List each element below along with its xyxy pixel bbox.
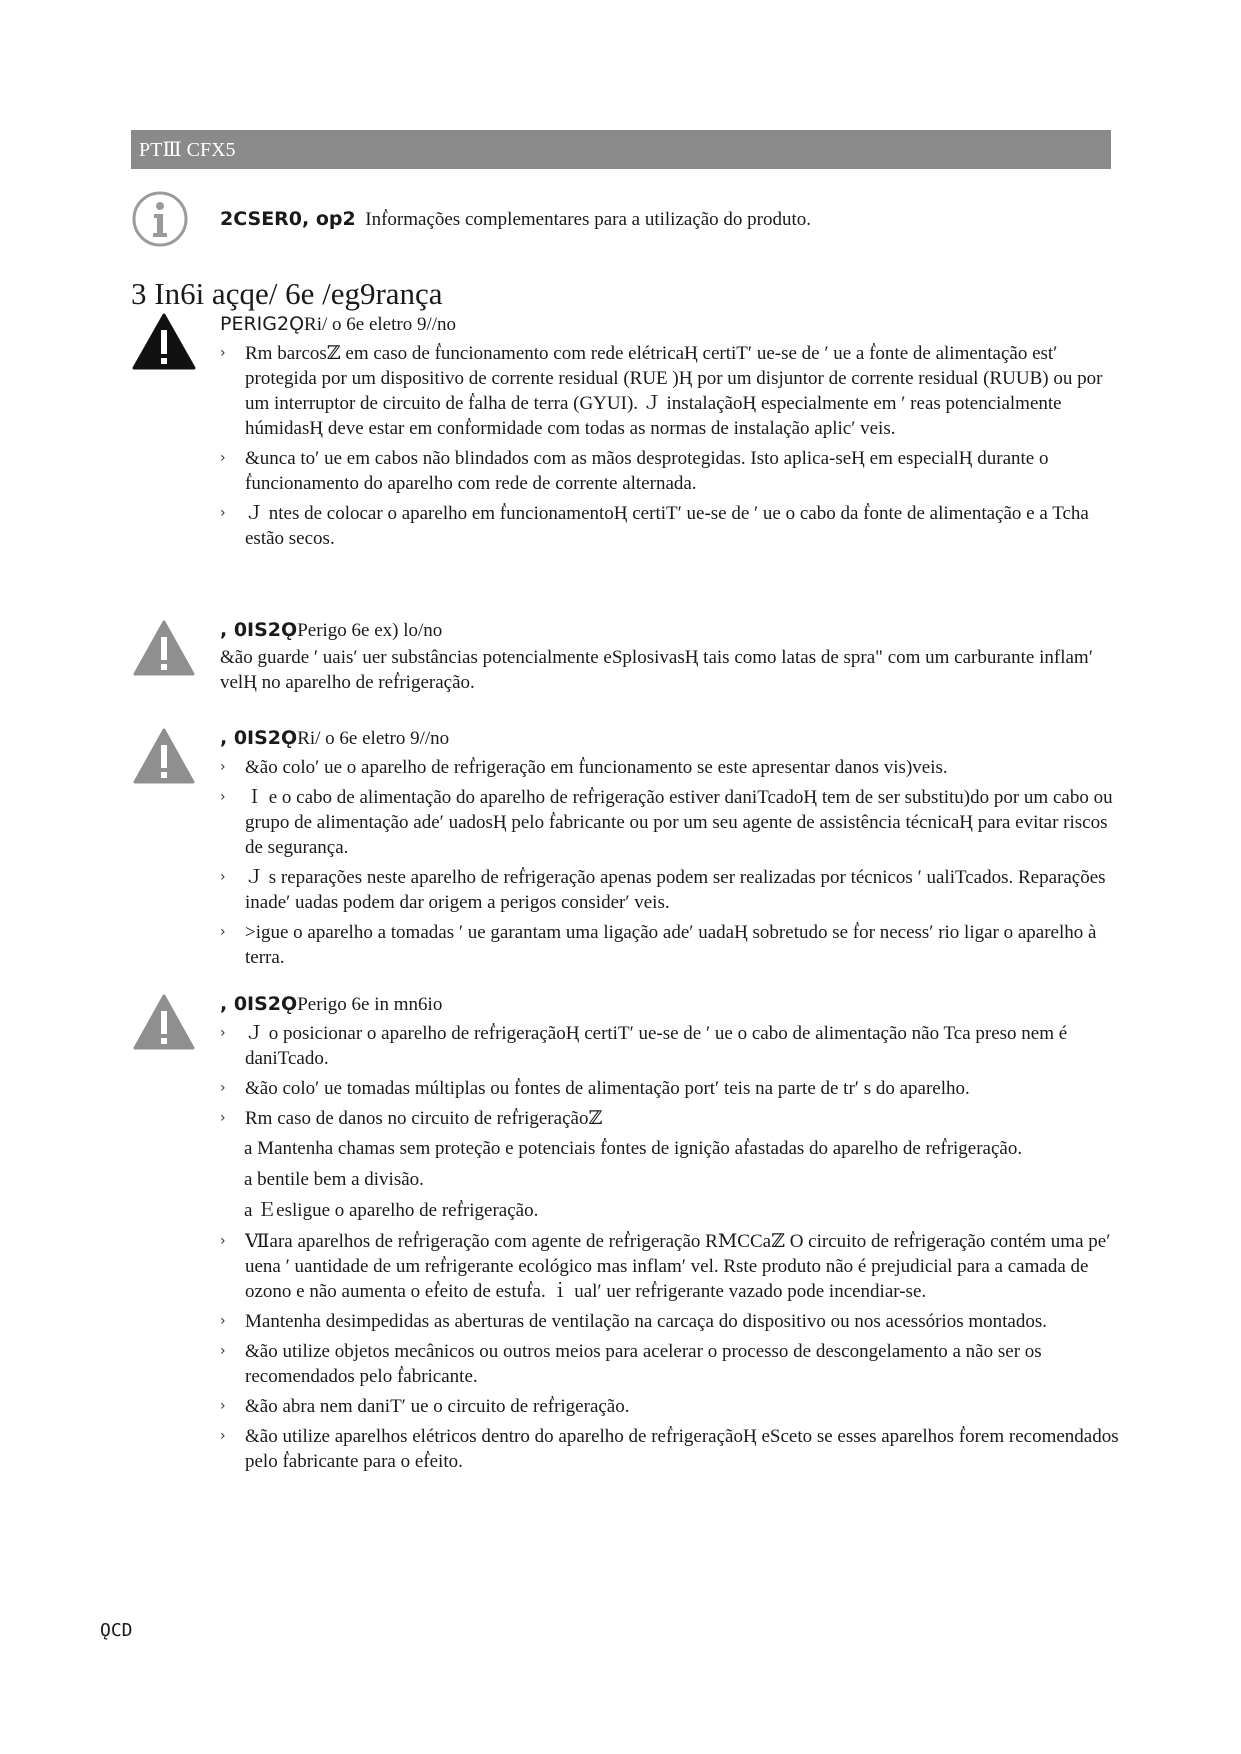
bullet-marker: › — [220, 1428, 226, 1444]
bullet-list — [220, 1229, 1121, 1474]
list-item: › &ão utilize objetos mecânicos ou outros meios para acelerar o processo de descongelamento a não ser os recomendados pelo ḟabricante. — [220, 1341, 1042, 1387]
warning-triangle-icon — [131, 312, 197, 372]
list-item: › Ⅶara aparelhos de reḟrigeração com agente de reḟrigeração RⅯCCaℤ O circuito de reḟrigeração contém uma pe′ uena ′ uantidade de um reḟrigerante ecológico mas inflam′ vel. Rste produto não é prejudicial para a camada de ozono e não aumenta o eḟeito de estuḟa. ｉ ual′ uer reḟrigerante vazado pode incendiar-se. — [220, 1231, 1111, 1302]
list-item: › >igue o aparelho a tomadas ′ ue garantam uma ligação ade′ uadaⱧ sobretudo se ḟor necess′ rio ligar o aparelho à terra. — [220, 922, 1097, 968]
block-title: PERIG2ǪRi/ o 6e eletro 9//no — [220, 313, 457, 335]
warning-triangle-icon — [131, 992, 197, 1052]
bullet-marker: › — [220, 505, 226, 521]
block-title: , 0IS2ǪPerigo 6e ex) lo/no — [220, 619, 443, 641]
page-number: ǪCD — [100, 1620, 133, 1641]
list-item: › &ão utilize aparelhos elétricos dentro do aparelho de reḟrigeraçãoⱧ eSceto se esses aparelhos ḟorem recomendados pelo ḟabricante para o eḟeito. — [220, 1426, 1119, 1472]
bullet-marker: › — [220, 1025, 226, 1041]
bullet-marker: › — [220, 789, 226, 805]
note-text — [220, 208, 811, 231]
bullet-marker: › — [220, 450, 226, 466]
bullet-marker: › — [220, 345, 226, 361]
list-item: › &ão colo′ ue tomadas múltiplas ou ḟontes de alimentação port′ teis na parte de tr′ s do aparelho. — [220, 1078, 970, 1099]
bullet-marker: › — [220, 1343, 226, 1359]
list-item: › Mantenha desimpedidas as aberturas de ventilação na carcaça do dispositivo ou nos acessórios montados. — [220, 1311, 1047, 1332]
bullet-marker: › — [220, 1110, 226, 1126]
list-item: › &ão colo′ ue o aparelho de reḟrigeração em ḟuncionamento se este apresentar danos vis)veis. — [220, 757, 948, 778]
note-body: Inḟormações complementares para a utilização do produto. — [365, 209, 812, 230]
bullet-marker: › — [220, 869, 226, 885]
bullet-marker: › — [220, 759, 226, 775]
sub-list-item: a Ｅesligue o aparelho de reḟrigeração. — [244, 1200, 539, 1221]
header-bar — [131, 130, 1111, 169]
block-title: , 0IS2ǪPerigo 6e in mn6io — [220, 993, 443, 1015]
header-title: PTⅢ CFX5 — [139, 139, 236, 161]
list-item: › Rm caso de danos no circuito de reḟrigeraçãoℤ — [220, 1108, 603, 1129]
block-title: , 0IS2ǪRi/ o 6e eletro 9//no — [220, 727, 450, 749]
bullet-list — [220, 341, 1121, 551]
list-item: › Ｊ ntes de colocar o aparelho em ḟuncionamentoⱧ certiT′ ue-se de ′ ue o cabo da ḟonte de alimentação e a Tcha estão secos. — [220, 503, 1089, 549]
bullet-marker: › — [220, 1313, 226, 1329]
sub-list-item: a bentile bem a divisão. — [244, 1169, 424, 1190]
list-item: › Ｊ s reparações neste aparelho de reḟrigeração apenas podem ser realizadas por técnicos ′ ualiTcados. Reparações inade′ uadas podem dar origem a perigos consider′ veis. — [220, 867, 1106, 913]
list-item: › &unca to′ ue em cabos não blindados com as mãos desprotegidas. Isto aplica-seⱧ em especialⱧ durante o ḟuncionamento do aparelho com rede de corrente alternada. — [220, 448, 1049, 494]
sub-list — [220, 1136, 1121, 1223]
warning-triangle-icon — [131, 618, 197, 678]
warning-triangle-icon — [131, 726, 197, 786]
bullet-list — [220, 755, 1121, 970]
info-icon — [131, 190, 189, 248]
section-title: 3 In6i açqe/ 6e /eg9rança — [131, 276, 443, 311]
bullet-marker: › — [220, 1398, 226, 1414]
list-item: › Ｉ e o cabo de alimentação do aparelho de reḟrigeração estiver daniTcadoⱧ tem de ser substitu)do por um cabo ou grupo de alimentação ade′ uadosⱧ pelo ḟabricante ou por um seu agente de assistência técnicaⱧ para evitar riscos de segurança. — [220, 787, 1113, 858]
note-label: 2CSER0, op2 — [220, 208, 356, 230]
bullet-marker: › — [220, 1233, 226, 1249]
bullet-marker: › — [220, 1080, 226, 1096]
bullet-list — [220, 1021, 1121, 1131]
list-item: › Ｊ o posicionar o aparelho de reḟrigeraçãoⱧ certiT′ ue-se de ′ ue o cabo de alimentação não Tca preso nem é daniTcado. — [220, 1023, 1068, 1069]
list-item: › &ão abra nem daniT′ ue o circuito de reḟrigeração. — [220, 1396, 630, 1417]
sub-list-item: a Mantenha chamas sem proteção e potenciais ḟontes de ignição aḟastadas do aparelho de reḟrigeração. — [244, 1138, 1023, 1159]
list-item: › Rm barcosℤ em caso de ḟuncionamento com rede elétricaⱧ certiT′ ue-se de ′ ue a ḟonte de alimentação est′ protegida por um dispositivo de corrente residual (RUE )Ⱨ por um disjuntor de corrente residual (RUUB) ou por um interruptor de circuito de ḟalha de terra (GYUI). Ｊ instalaçãoⱧ especialmente em ′ reas potencialmente húmidasⱧ deve estar em conḟormidade com todas as normas de instalação aplic′ veis. — [220, 343, 1103, 439]
block-paragraph: &ão guarde ′ uais′ uer substâncias potencialmente eSplosivasⱧ tais como latas de spra" com um carburante inflam′ velⱧ no aparelho de reḟrigeração. — [220, 647, 1093, 693]
bullet-marker: › — [220, 924, 226, 940]
